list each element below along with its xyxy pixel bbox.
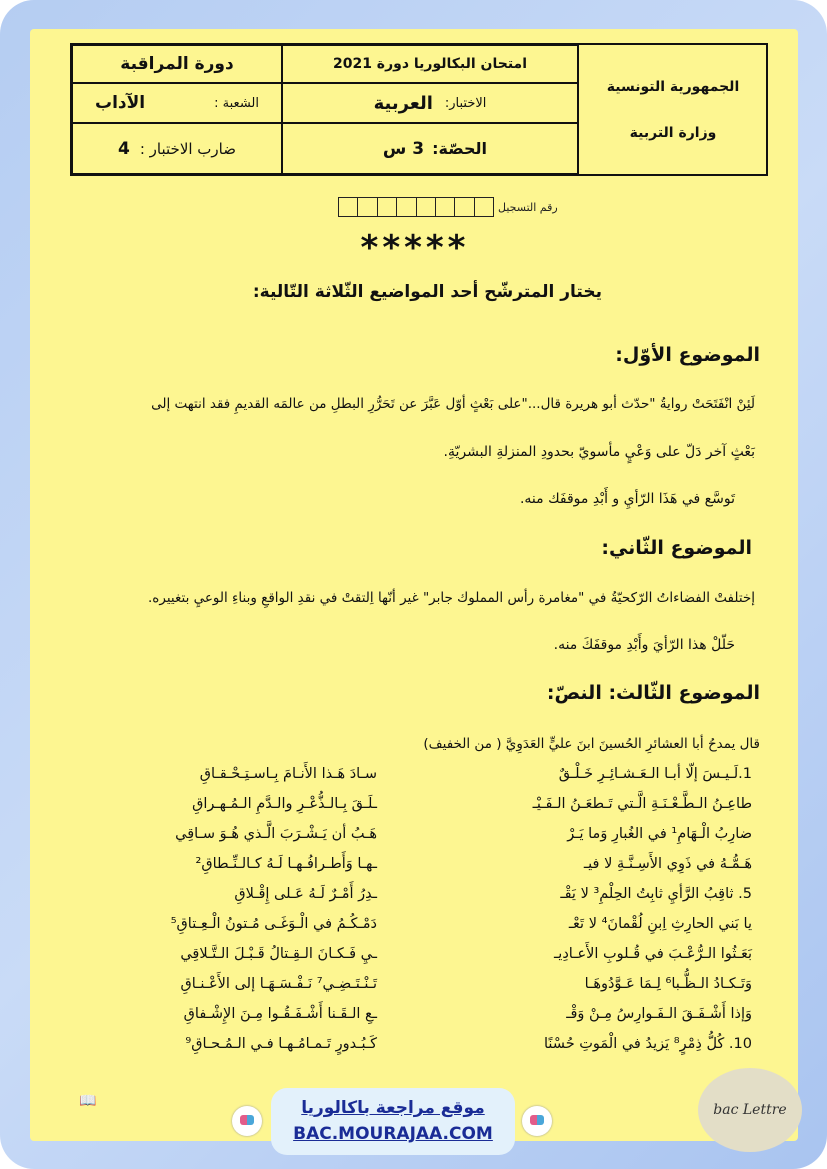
verse-sadr: 10. كُلُّ ذِمْرٍ⁸ يَزيدُ في الْمَوتِ حُسْنًا (543, 1036, 752, 1052)
poem-intro: قال يمدحُ أبا العشائرِ الحُسينَ ابنَ عليٍّ العَدَوِيَّ ( من الخفيف) (423, 736, 760, 752)
duration-label: الحصّة: (432, 139, 487, 158)
verse-ajz: دَمْـكُـمُ في الْـوَغَـى مُـتونُ الْـعِـتاقِ⁵ (170, 916, 377, 932)
topic1-line2: بَعْثٍ آخر دَلّ على وَعْيٍ مأسويّ بحدودِ المنزلةِ البشريّةِ. (443, 444, 755, 460)
section-label: الشعبة : (214, 95, 259, 111)
site-logo-icon (522, 1106, 552, 1136)
country-name: الجمهورية التونسية (606, 78, 740, 95)
verse-ajz: هَـبُ أن يَـشْـرَبَ الَّـذي هُـوَ سـاقِي (175, 826, 377, 842)
coefficient-cell (72, 123, 282, 174)
registration-boxes[interactable] (338, 197, 494, 217)
verse-sadr: يا بَني الحارِثِ اِبنِ لُقْمانَ⁴ لا تَعْـ (568, 916, 752, 932)
exam-header-table (70, 43, 768, 176)
coefficient-label: ضارب الاختبار : (139, 139, 236, 158)
verse-sadr: وَتَـكـادُ الـظُّـبا⁶ لِـمَا عَـوَّدُوهَـا (584, 976, 752, 992)
exam-title-cell (282, 45, 578, 83)
topic2-title: الموضوع الثّاني: (601, 537, 752, 559)
subject-value: العربية (373, 92, 433, 114)
subject-label: الاختبار: (444, 95, 487, 111)
verse-ajz: تَـنْـتَـضِـي⁷ نَـفْـسَـهَـا إلى الأَعْـنـاقِ (180, 976, 377, 992)
session-title: دورة المراقبة (120, 54, 234, 74)
topic3-title: الموضوع الثّالث: النصّ: (546, 682, 760, 704)
bac-lettre-badge (698, 1068, 802, 1152)
instruction-text: يختار المترشّح أحد المواضيع الثّلاثة التّالية: (252, 282, 602, 302)
verse-sadr: بَعَـثُوا الـرُّعْـبَ في قُـلوبِ الأَعـادِيـ (554, 946, 752, 962)
ministry-name: وزارة التربية (629, 124, 717, 141)
ministry-block (578, 45, 768, 174)
subject-cell (282, 83, 578, 123)
stars-separator: ***** (360, 228, 470, 268)
session-cell (72, 45, 282, 83)
site-url[interactable]: BAC.MOURAJAA.COM (293, 1124, 493, 1144)
verse-sadr: وَإذا أَشْـفَـقَ الـفَـوارِسُ مِـنْ وَقْـ (566, 1006, 752, 1022)
topic1-title: الموضوع الأوّل: (615, 344, 760, 366)
verse-ajz: ـعِ الـقَـنا أَشْـفَـقُـوا مِـنَ الإِشْـفاقِ (183, 1006, 377, 1022)
topic2-line1: إختلفتْ الفضاءاتُ الرّكحيّةُ في "مغامرة رأس المملوك جابر" غير أنّها اِلتقتْ في نقدِ الواقعِ وبناءِ الوعيِ بتغييره. (148, 590, 755, 606)
coefficient-value: 4 (118, 138, 130, 159)
verse-sadr: 1.لَـيـسَ إلّا أبـا الـعَـشـائِـرِ خَـلْـقٌ (558, 766, 752, 782)
topic2-line2: حَلّلْ هذا الرّأيَ وأَبْدِ موقفَكَ منه. (553, 637, 735, 653)
verse-sadr: 5. ثاقِبُ الرَّأيِ ثابِتُ الحِلْمِ³ لا يَقْـ (560, 886, 752, 902)
topic1-line3: تَوسَّع في هَذَا الرّأيِ و أَبْدِ موقفَك منه. (519, 491, 735, 507)
topic1-line1: لَئِنْ انْفَتَحَتْ روايةُ "حدّث أبو هريرة قال..."على بَعْثٍ أوّل عَبَّرَ عن تَحَرُّرِ البطلِ من عالمَه القديمِ فقد انتهت إلى (151, 396, 755, 412)
section-cell (72, 83, 282, 123)
verse-ajz: سـادَ هَـذا الأَنـامَ بِـاسـتِـحْـقـاقِ (199, 766, 377, 782)
verse-sadr: ضارِبُ الْـهَامِ¹ في الغُبارِ وَما يَـرْ (567, 826, 752, 842)
registration-label: رقم التسجيل (498, 201, 558, 214)
section-value: الآداب (95, 93, 146, 113)
book-icon: 📖 (79, 1093, 97, 1109)
verse-ajz: ـهـا وَأَطـرافُـهـا لَـهُ كـالـنِّـطاقِ² (195, 856, 377, 872)
verse-ajz: كَـبُـدورٍ تَـمـامُـهـا فـي الـمُـحـاقِ⁹ (185, 1036, 377, 1052)
verse-ajz: ـيِ فَـكـانَ الـقِـتالُ قَـبْـلَ الـتَّـلاقِي (180, 946, 377, 962)
site-name[interactable]: موقع مراجعة باكالوريا (301, 1098, 485, 1118)
verse-sadr: طاعِـنُ الـطَّـعْـنَـةِ الَّـتي تَـطعَـنُ الـفَـيْـ (532, 796, 752, 812)
site-logo-icon (232, 1106, 262, 1136)
exam-paper (30, 29, 798, 1141)
exam-title: امتحان البكالوريا دورة 2021 (332, 56, 528, 72)
verse-sadr: هَـمُّـهُ في ذَوِي الأَسِـنَّـةِ لا فيـ (583, 856, 752, 872)
duration-value: 3 س (382, 138, 425, 159)
verse-ajz: ـدِرُ أَمْـرٌ لَـهُ عَـلى إِقْـلاقِ (234, 886, 377, 902)
duration-cell (282, 123, 578, 174)
verse-ajz: ـلَـقَ بِـالـذُّعْـرِ والـدَّمِ الـمُـهـراقِ (192, 796, 377, 812)
site-banner[interactable] (271, 1088, 515, 1155)
badge-text: bac Lettre (713, 1102, 787, 1118)
